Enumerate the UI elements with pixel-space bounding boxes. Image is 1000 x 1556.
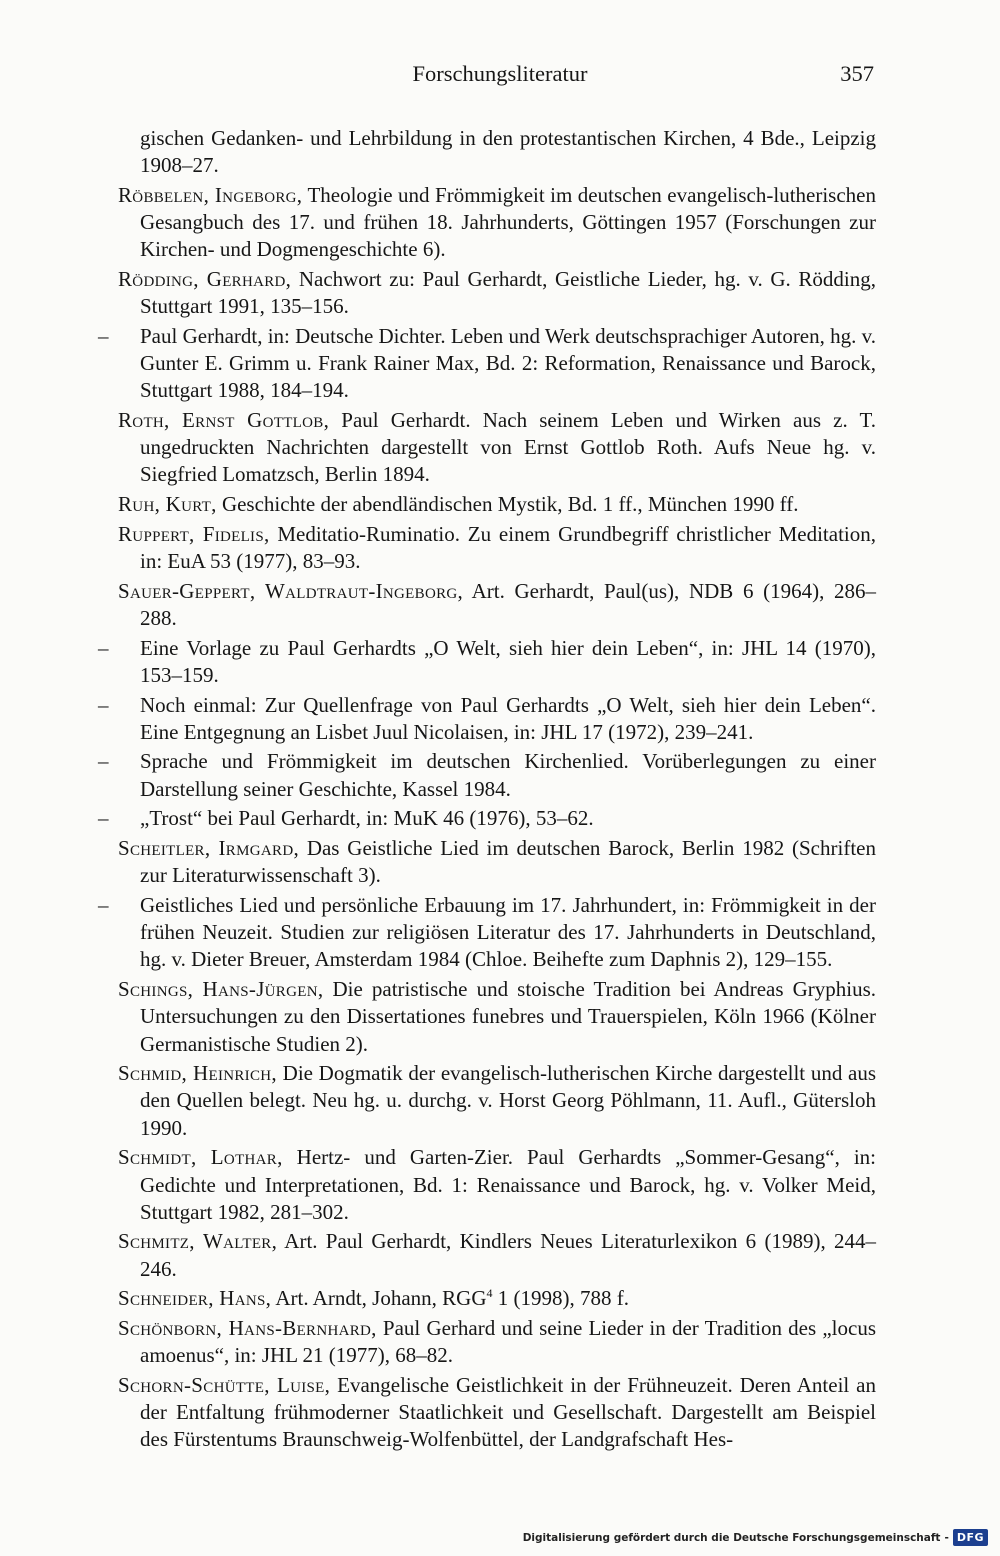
entry-author: Schneider, Hans, — [118, 1286, 272, 1311]
entry-dash: – — [98, 806, 109, 831]
entry-text: „Trost“ bei Paul Gerhardt, in: MuK 46 (1976), 53–62. — [140, 806, 594, 831]
entry-dash: – — [98, 635, 109, 660]
entry-text: Evangelische Geistlichkeit in der Frühneuzeit. Deren Anteil an der Entfaltung frühmoderner Staatlichkeit und Gesellschaft. Dargestellt am Beispiel des Fürstentums Braunschweig-Wolfenbüttel, der Landgrafschaft Hes- — [140, 1372, 876, 1452]
bib-entry — [118, 1315, 876, 1369]
entry-text: Theologie und Frömmigkeit im deutschen evangelisch-lutherischen Gesangbuch des 17. und frühen 18. Jahrhunderts, Göttingen 1957 (Forschungen zur Kirchen- und Dogmengeschichte 6). — [140, 182, 876, 262]
entry-author: Schmidt, Lothar, — [118, 1145, 283, 1170]
bib-entry — [118, 491, 876, 518]
entry-dash: – — [98, 323, 109, 348]
bib-entry — [118, 835, 876, 889]
entry-author: Schorn-Schütte, Luise, — [118, 1372, 331, 1397]
entry-text: Sprache und Frömmigkeit im deutschen Kirchenlied. Vorüberlegungen zu einer Darstellung seiner Geschichte, Kassel 1984. — [140, 749, 876, 801]
entry-dash: – — [98, 749, 109, 774]
entry-text: Geschichte der abendländischen Mystik, Bd. 1 ff., München 1990 ff. — [216, 492, 799, 517]
entry-text: Eine Vorlage zu Paul Gerhardts „O Welt, sieh hier dein Leben“, in: JHL 14 (1970), 153–159. — [140, 635, 876, 687]
bib-entry — [118, 578, 876, 632]
bib-entry — [118, 1144, 876, 1226]
bib-entry — [118, 521, 876, 575]
bib-entry — [118, 125, 876, 179]
bib-entry — [118, 407, 876, 489]
bib-subentry — [98, 805, 876, 832]
bib-subentry — [98, 692, 876, 746]
bib-subentry — [98, 635, 876, 689]
entry-text: Meditatio-Ruminatio. Zu einem Grundbegriff christlicher Meditation, in: EuA 53 (1977), 83–93. — [140, 521, 876, 574]
entry-author: Scheitler, Irmgard, — [118, 836, 300, 861]
entry-text: Die patristische und stoische Tradition bei Andreas Gryphius. Untersuchungen zu den Dissertationes funebres und Trauerspielen, Köln 1966 (Kölner Germanistische Studien 2). — [140, 977, 877, 1056]
credit-separator: - — [944, 1531, 949, 1544]
bib-entry — [118, 182, 876, 264]
entry-text: Paul Gerhardt, in: Deutsche Dichter. Leben und Werk deutschsprachiger Autoren, hg. v. Gunter E. Grimm u. Frank Rainer Max, Bd. 2: Reformation, Renaissance und Barock, Stuttgart 1988, 184–194. — [140, 323, 877, 403]
entry-text-tail: 1 (1998), 788 f. — [492, 1286, 629, 1311]
entry-author: Rödding, Gerhard, — [118, 267, 292, 292]
entry-dash: – — [98, 892, 109, 917]
bib-entry — [118, 1228, 876, 1282]
bib-entry — [118, 1372, 876, 1454]
bib-entry — [118, 976, 876, 1058]
digitization-credit — [523, 1529, 988, 1546]
bib-entry — [118, 1060, 876, 1142]
bib-subentry — [98, 748, 876, 802]
running-head-title: Forschungsliteratur — [412, 61, 588, 86]
entry-text: Paul Gerhard und seine Lieder in der Tradition des „locus amoenus“, in: JHL 21 (1977), 68–82. — [140, 1316, 876, 1368]
entry-text: Art. Arndt, Johann, RGG — [271, 1286, 487, 1311]
bib-subentry — [98, 323, 877, 405]
entry-text: Nachwort zu: Paul Gerhardt, Geistliche Lieder, hg. v. G. Rödding, Stuttgart 1991, 135–156. — [140, 267, 876, 319]
entry-dash: – — [98, 692, 109, 717]
entry-author: Ruh, Kurt, — [118, 492, 217, 517]
entry-author: Roth, Ernst Gottlob, — [118, 408, 330, 433]
entry-text: Die Dogmatik der evangelisch-lutherischen Kirche dargestellt und aus den Quellen belegt. Neu hg. u. durchg. v. Horst Georg Pöhlmann, 11. Aufl., Gütersloh 1990. — [140, 1061, 877, 1140]
entry-author: Sauer-Geppert, Waldtraut-Ingeborg, — [118, 578, 464, 603]
entry-author: Schmitz, Walter, — [118, 1229, 278, 1254]
credit-text: Digitalisierung gefördert durch die Deutsche Forschungsgemeinschaft — [522, 1531, 941, 1544]
entry-author: Röbbelen, Ingeborg, — [118, 182, 303, 207]
entry-text: Geistliches Lied und persönliche Erbauung im 17. Jahrhundert, in: Frömmigkeit in der frühen Neuzeit. Studien zur religiösen Literatur des 17. Jahrhunderts in Deutschland, hg. v. Dieter Breuer, Amsterdam 1984 (Chloe. Beihefte zum Daphnis 2), 129–155. — [140, 892, 876, 972]
bib-entry — [118, 1285, 876, 1312]
entry-text: Noch einmal: Zur Quellenfrage von Paul Gerhardts „O Welt, sieh hier dein Leben“. Eine Entgegnung an Lisbet Juul Nicolaisen, in: JHL 17 (1972), 239–241. — [140, 692, 876, 744]
bib-entry — [118, 266, 876, 320]
entry-author: Schmid, Heinrich, — [118, 1061, 277, 1086]
bib-subentry — [98, 892, 876, 974]
dfg-logo-icon[interactable]: DFG — [953, 1529, 988, 1546]
entry-text: Art. Paul Gerhardt, Kindlers Neues Literaturlexikon 6 (1989), 244–246. — [140, 1229, 876, 1281]
entry-author: Schönborn, Hans-Bernhard, — [118, 1316, 377, 1341]
entry-text: gischen Gedanken- und Lehrbildung in den protestantischen Kirchen, 4 Bde., Leipzig 1908–27. — [140, 126, 876, 178]
entry-text: Art. Gerhardt, Paul(us), NDB 6 (1964), 286–288. — [140, 578, 877, 630]
entry-author: Ruppert, Fidelis, — [118, 521, 270, 546]
entry-author: Schings, Hans-Jürgen, — [118, 977, 324, 1002]
bibliography-list — [98, 125, 877, 1456]
entry-text: Paul Gerhardt. Nach seinem Leben und Wirken aus z. T. ungedruckten Nachrichten dargestellt von Ernst Gottlob Roth. Aufs Neue hg. v. Siegfried Lomatzsch, Berlin 1894. — [140, 408, 876, 487]
entry-text: Das Geistliche Lied im deutschen Barock, Berlin 1982 (Schriften zur Literaturwissenschaft 3). — [140, 836, 876, 888]
page-number: 357 — [840, 61, 874, 86]
entry-text: Hertz- und Garten-Zier. Paul Gerhardts „Sommer-Gesang“, in: Gedichte und Interpretationen, Bd. 1: Renaissance und Barock, hg. v. Volker Meid, Stuttgart 1982, 281–302. — [140, 1145, 876, 1224]
entry-superscript: 4 — [486, 1286, 493, 1301]
